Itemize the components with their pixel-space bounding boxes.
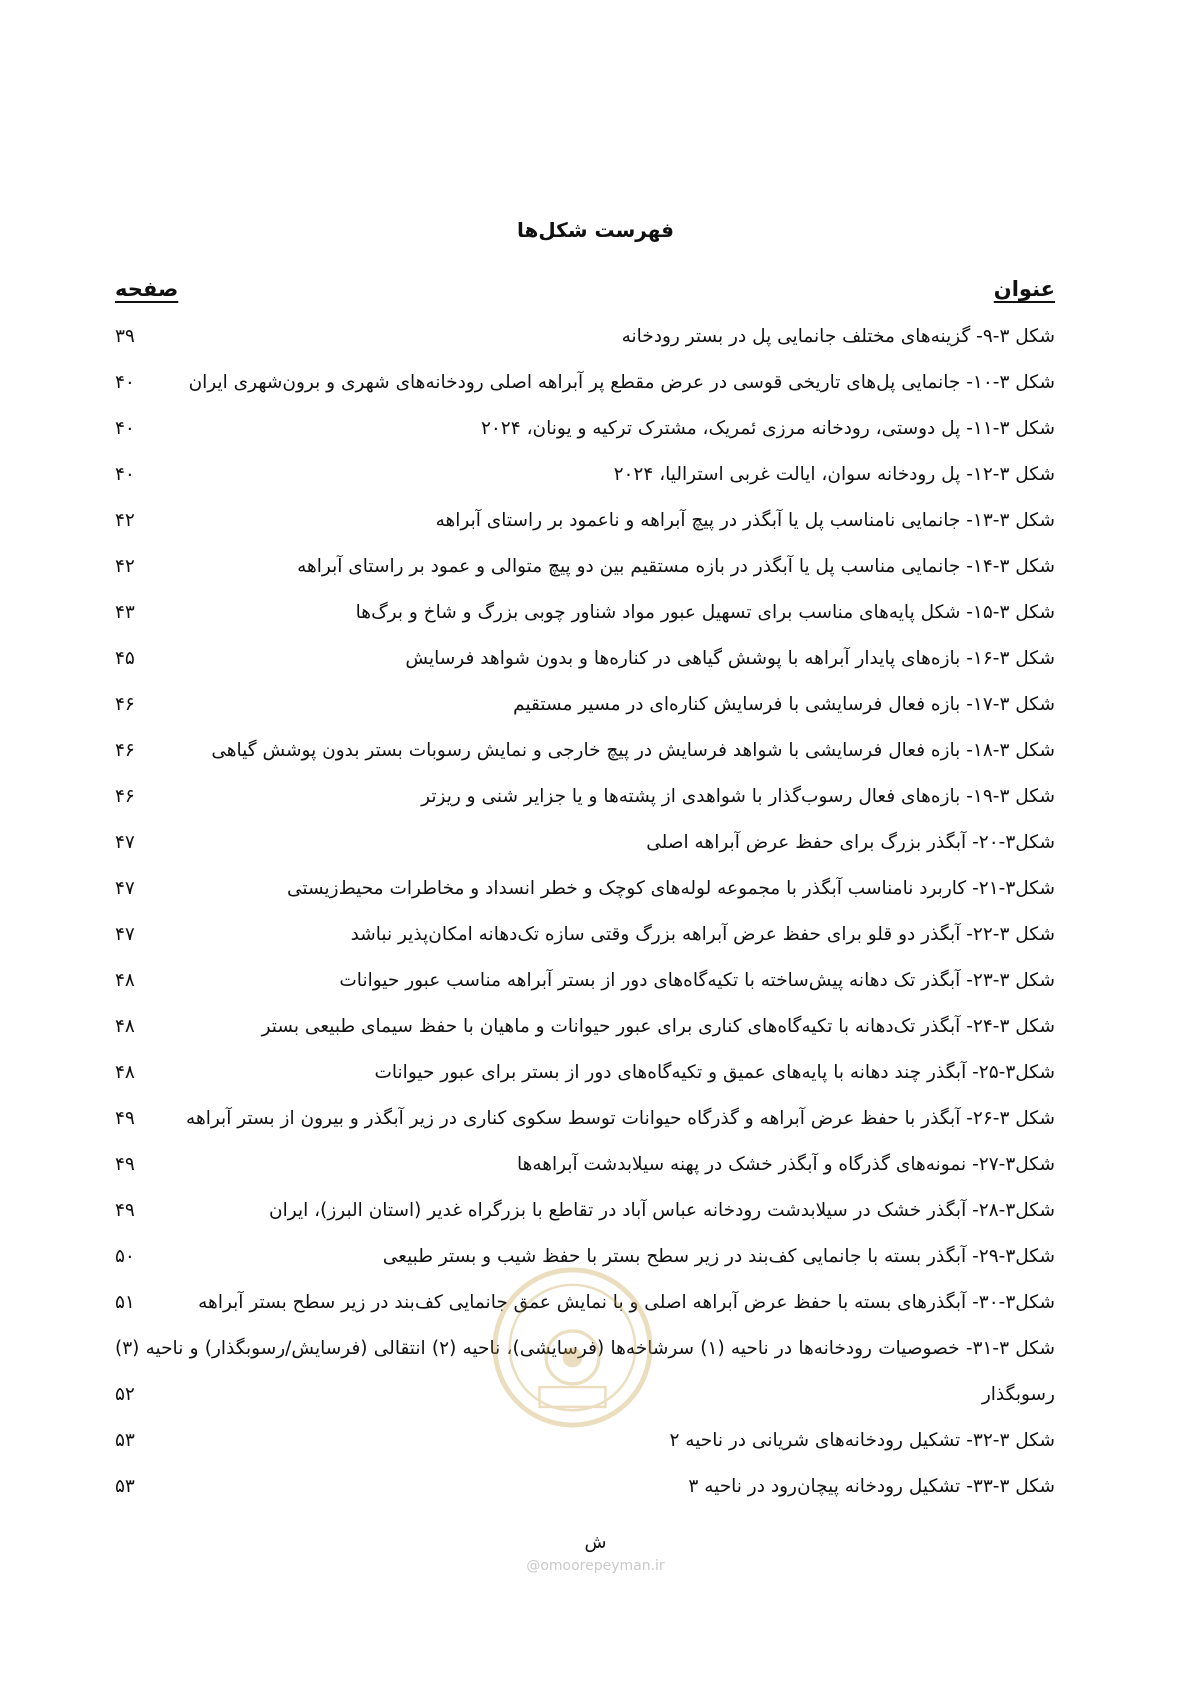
figure-entry[interactable]: [115, 1142, 1055, 1188]
entry-page: ۴۲: [115, 510, 135, 531]
entry-page: ۴۲: [115, 556, 135, 577]
entry-title: شکل۳-۲۰- آبگذر بزرگ برای حفظ عرض آبراهه اصلی: [646, 832, 1055, 853]
entry-page: ۴۹: [115, 1154, 135, 1175]
figure-entry[interactable]: [115, 452, 1055, 498]
entry-title: شکل ۳-۱۵- شکل پایه‌های مناسب برای تسهیل عبور مواد شناور چوبی بزرگ و شاخ و برگ‌ها: [355, 602, 1055, 623]
figure-entry[interactable]: [115, 590, 1055, 636]
figure-entry[interactable]: [115, 1096, 1055, 1142]
entry-title: شکل ۳-۱۹- بازه‌های فعال رسوب‌گذار با شواهدی از پشته‌ها و یا جزایر شنی و ریزتر: [421, 786, 1055, 807]
entry-title: شکل ۳-۳۲- تشکیل رودخانه‌های شریانی در ناحیه ۲: [669, 1430, 1055, 1451]
figure-entry[interactable]: [115, 1188, 1055, 1234]
figure-entry[interactable]: [115, 360, 1055, 406]
entry-page: ۴۰: [115, 464, 135, 485]
figure-entry[interactable]: [115, 406, 1055, 452]
entry-page: ۵۳: [115, 1430, 135, 1451]
entry-page: ۴۸: [115, 970, 135, 991]
entry-title: شکل ۳-۲۳- آبگذر تک دهانه پیش‌ساخته با تکیه‌گاه‌های دور از بستر آبراهه مناسب عبور حیوانات: [339, 970, 1055, 991]
entry-title: شکل ۳-۱۴- جانمایی مناسب پل یا آبگذر در بازه مستقیم بین دو پیچ متوالی و عمود بر راستای آبراهه: [297, 556, 1055, 577]
figure-entry[interactable]: [115, 498, 1055, 544]
entry-title: شکل ۳-۱۳- جانمایی نامناسب پل یا آبگذر در پیچ آبراهه و ناعمود بر راستای آبراهه: [435, 510, 1055, 531]
entry-page: ۵۱: [115, 1292, 135, 1313]
figure-entry[interactable]: [115, 1050, 1055, 1096]
entry-page: ۴۳: [115, 602, 135, 623]
entry-title: شکل ۳-۲۴- آبگذر تک‌دهانه با تکیه‌گاه‌های کناری برای عبور حیوانات و ماهیان با حفظ سیمای طبیعی بستر: [261, 1016, 1055, 1037]
entry-page: ۵۳: [115, 1476, 135, 1497]
entry-title: شکل۳-۲۵- آبگذر چند دهانه با پایه‌های عمیق و تکیه‌گاه‌های دور از بستر برای عبور حیوانات: [374, 1062, 1055, 1083]
entry-page: ۴۰: [115, 372, 135, 393]
figure-entry[interactable]: [115, 866, 1055, 912]
entry-page: ۴۸: [115, 1016, 135, 1037]
page-column-header: صفحه: [115, 277, 179, 301]
toc-header: [115, 272, 1055, 306]
entry-page: ۴۹: [115, 1108, 135, 1129]
figure-entry[interactable]: [115, 1464, 1055, 1510]
entry-page: ۴۰: [115, 418, 135, 439]
entry-title: شکل۳-۲۱- کاربرد نامناسب آبگذر با مجموعه لوله‌های کوچک و خطر انسداد و مخاطرات محیط‌زیستی: [286, 878, 1055, 899]
page-number: ش: [584, 1532, 607, 1553]
entry-title: شکل ۳-۱۰- جانمایی پل‌های تاریخی قوسی در عرض مقطع پر آبراهه اصلی رودخانه‌های شهری و برون‌شهری ایران: [188, 372, 1055, 393]
entry-page: ۳۹: [115, 326, 135, 347]
entry-page: ۴۹: [115, 1200, 135, 1221]
entry-title: شکل۳-۲۹- آبگذر بسته با جانمایی کف‌بند در زیر سطح بستر با حفظ شیب و بستر طبیعی: [382, 1246, 1055, 1267]
entry-page: ۴۸: [115, 1062, 135, 1083]
figure-entry[interactable]: [115, 314, 1055, 360]
entry-title: شکل ۳-۱۷- بازه فعال فرسایشی با فرسایش کناره‌ای در مسیر مستقیم: [513, 694, 1055, 715]
watermark-site: @omoorepeyman.ir: [526, 1558, 665, 1574]
figure-entry[interactable]: [115, 774, 1055, 820]
figure-entry[interactable]: [115, 544, 1055, 590]
entry-title: شکل۳-۲۷- نمونه‌های گذرگاه و آبگذر خشک در پهنه سیلابدشت آبراهه‌ها: [516, 1154, 1055, 1175]
title-column-header: عنوان: [993, 277, 1055, 301]
entry-page: ۴۶: [115, 694, 135, 715]
entry-title: شکل ۳-۳۳- تشکیل رودخانه پیچان‌رود در ناحیه ۳: [688, 1476, 1055, 1497]
entry-page: ۴۶: [115, 740, 135, 761]
figure-entry[interactable]: [115, 1004, 1055, 1050]
entry-page: ۴۶: [115, 786, 135, 807]
figure-entry[interactable]: [115, 728, 1055, 774]
entry-title: شکل ۳-۱۱- پل دوستی، رودخانه مرزی ئمریک، مشترک ترکیه و یونان، ۲۰۲۴: [480, 418, 1055, 439]
watermark-seal-icon: [490, 1265, 655, 1430]
entry-title: شکل ۳-۱۶- بازه‌های پایدار آبراهه با پوشش گیاهی در کناره‌ها و بدون شواهد فرسایش: [405, 648, 1055, 669]
figure-entry[interactable]: [115, 958, 1055, 1004]
entry-page: ۴۷: [115, 878, 135, 899]
entry-page: ۴۷: [115, 924, 135, 945]
entry-title: شکل۳-۳۰- آبگذرهای بسته با حفظ عرض آبراهه اصلی و با نمایش عمق جانمایی کف‌بند در زیر سطح بستر آبراهه: [198, 1292, 1055, 1313]
entry-page: ۵۲: [115, 1384, 135, 1405]
page-title: فهرست شکل‌ها: [516, 218, 675, 242]
figure-entry[interactable]: [115, 820, 1055, 866]
figure-entry[interactable]: [115, 912, 1055, 958]
entry-title: شکل ۳-۳۱- خصوصیات رودخانه‌ها در ناحیه (۱) سرشاخه‌ها (فرسایشی)، ناحیه (۲) انتقالی (فرسایش/رسوبگذار) و ناحیه (۳) رسوبگذار: [115, 1338, 1055, 1405]
entry-page: ۴۷: [115, 832, 135, 853]
entry-page: ۴۵: [115, 648, 135, 669]
entry-title: شکل ۳-۱۲- پل رودخانه سوان، ایالت غربی استرالیا، ۲۰۲۴: [613, 464, 1055, 485]
entry-page: ۵۰: [115, 1246, 135, 1267]
figure-entry[interactable]: [115, 682, 1055, 728]
entry-title: شکل۳-۲۸- آبگذر خشک در سیلابدشت رودخانه عباس آباد در تقاطع با بزرگراه غدیر (استان البرز)، ایران: [269, 1200, 1055, 1221]
entry-title: شکل ۳-۲۶- آبگذر با حفظ عرض آبراهه و گذرگاه حیوانات توسط سکوی کناری در زیر آبگذر و بیرون از بستر آبراهه: [186, 1108, 1055, 1129]
entry-title: شکل ۳-۱۸- بازه فعال فرسایشی با شواهد فرسایش در پیچ خارجی و نمایش رسوبات بستر بدون پوشش گیاهی: [211, 740, 1055, 761]
entry-title: شکل ۳-۲۲- آبگذر دو قلو برای حفظ عرض آبراهه بزرگ وقتی سازه تک‌دهانه امکان‌پذیر نباشد: [350, 924, 1055, 945]
figure-entry[interactable]: [115, 636, 1055, 682]
entry-title: شکل ۳-۹- گزینه‌های مختلف جانمایی پل در بستر رودخانه: [621, 326, 1055, 347]
